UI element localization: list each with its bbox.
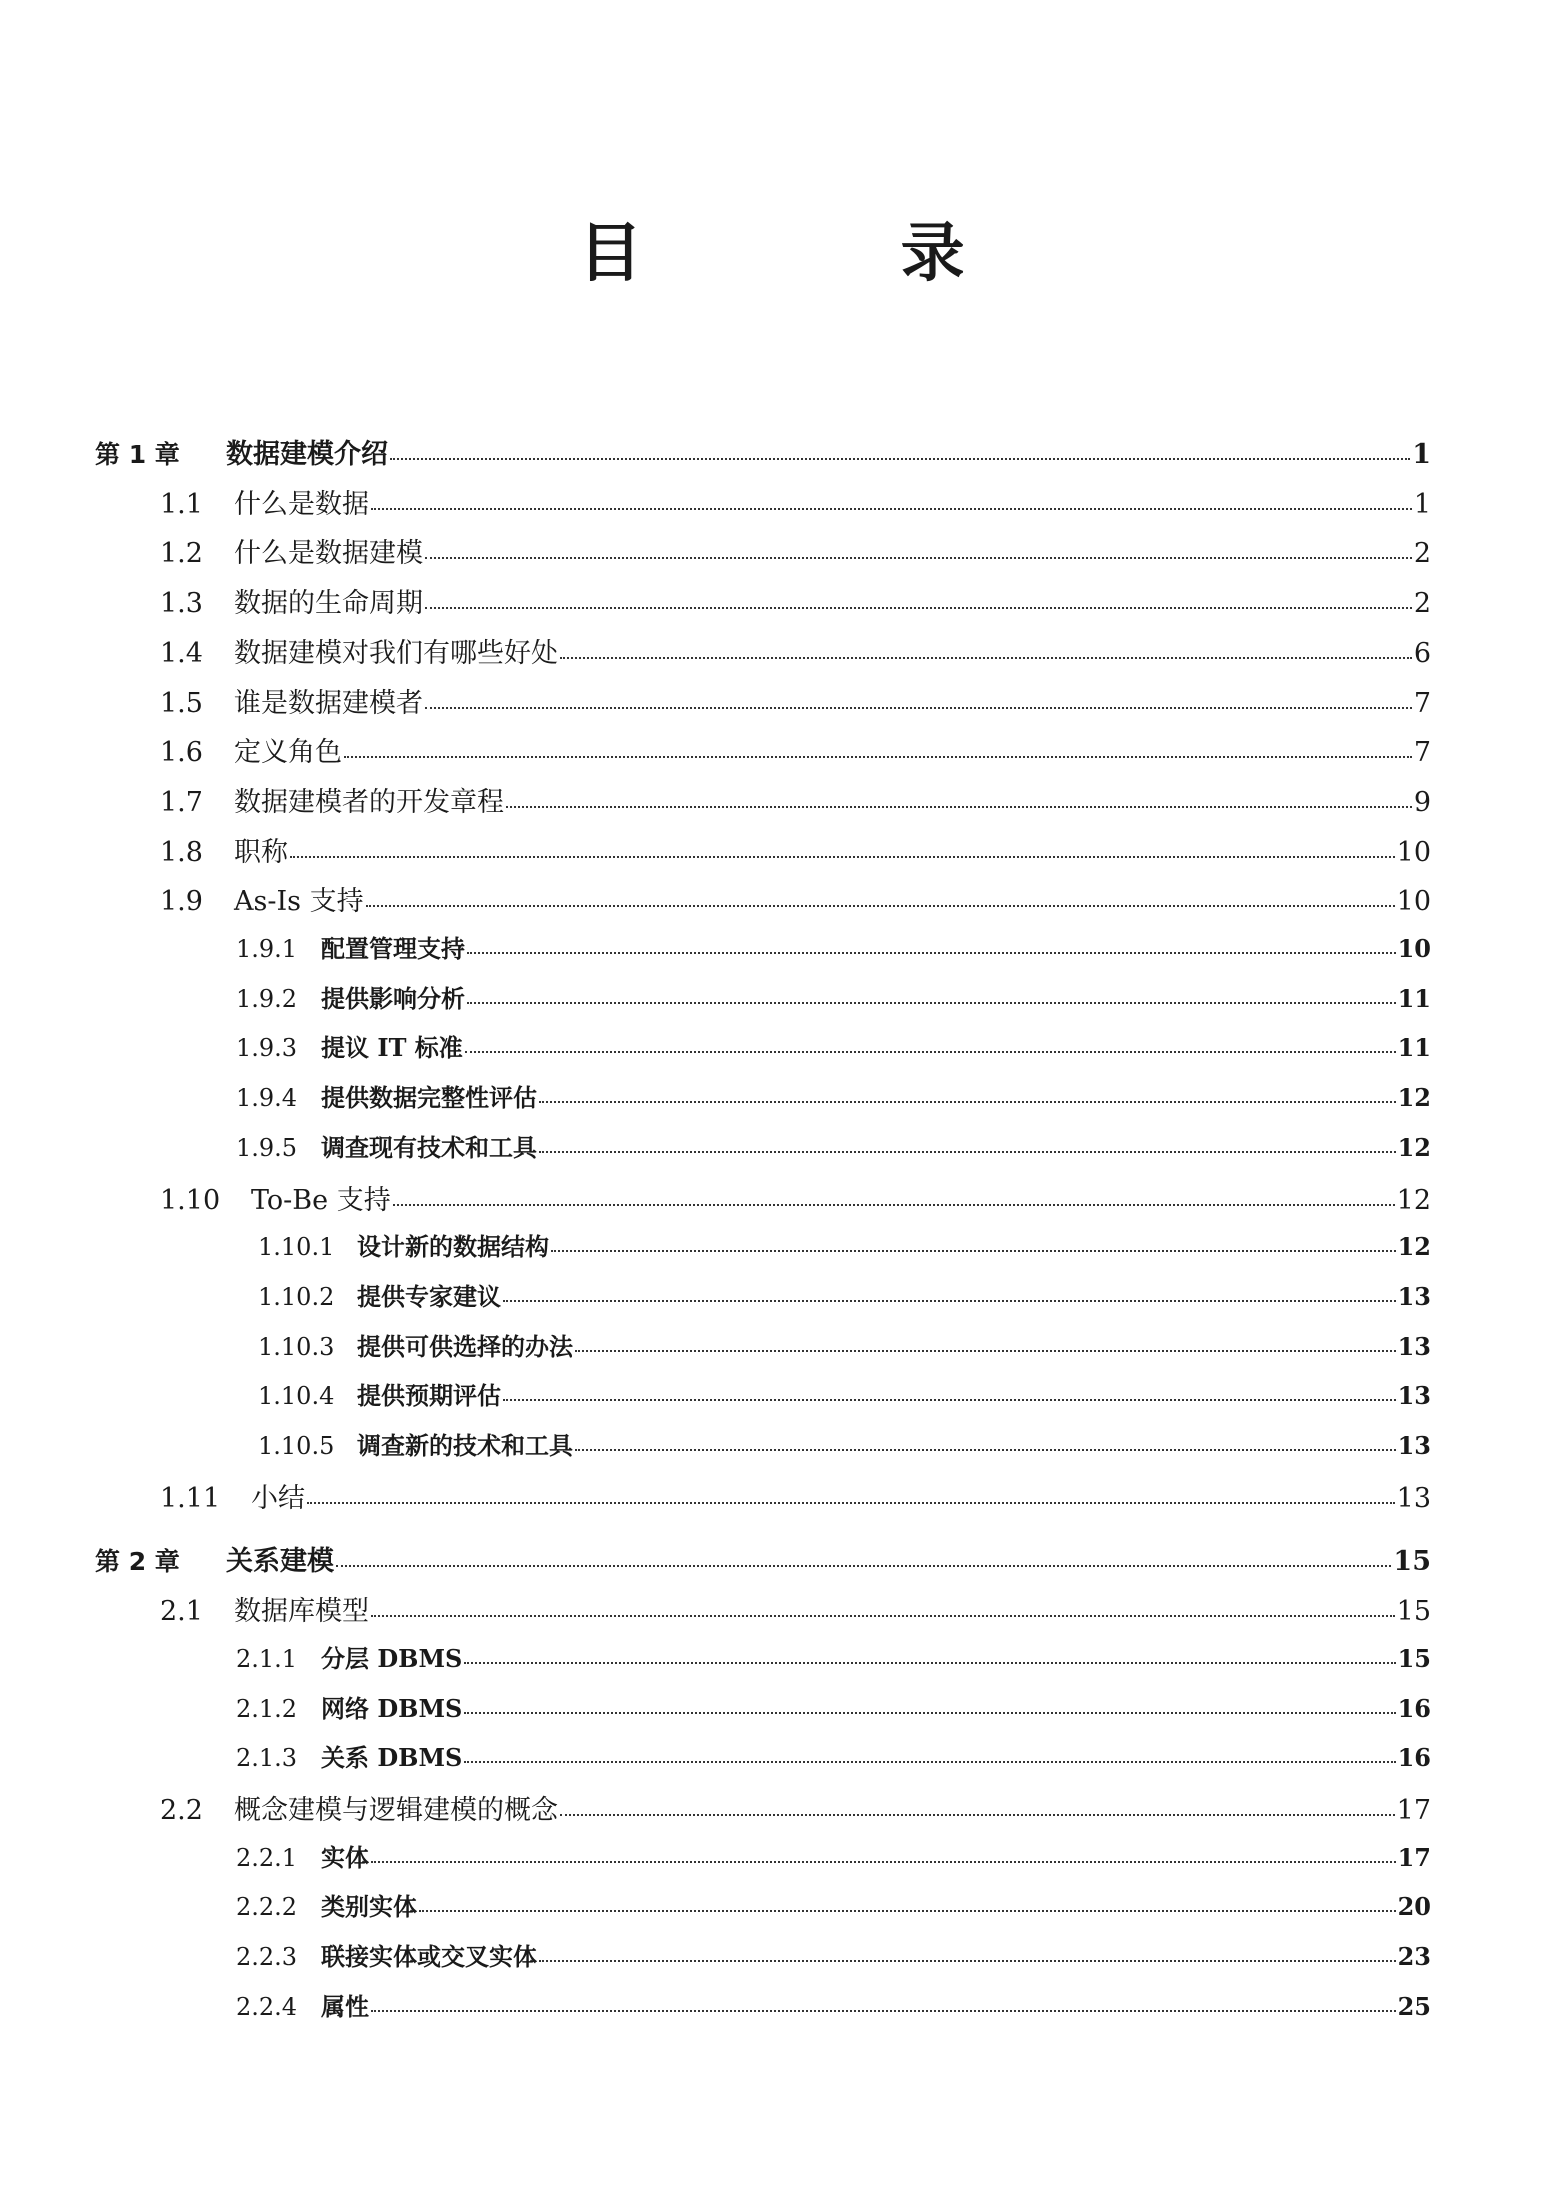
toc-entry[interactable] (160, 685, 1431, 717)
toc-entry-number: 1.8 (160, 837, 203, 868)
toc-entry-label: 什么是数据 (234, 489, 369, 520)
toc-entry[interactable] (160, 1792, 1431, 1824)
toc-entry[interactable] (95, 436, 1431, 468)
dot-leader (371, 1991, 1396, 2015)
toc-entry[interactable] (258, 1430, 1431, 1458)
dot-leader (464, 1742, 1395, 1766)
toc-entry[interactable] (160, 883, 1431, 915)
toc-entry-label: 关系建模 (226, 1546, 334, 1577)
toc-entry[interactable] (236, 1693, 1431, 1721)
toc-entry-page-number: 13 (1397, 1431, 1431, 1460)
dot-leader (390, 436, 1410, 463)
toc-entry-label: 概念建模与逻辑建模的概念 (234, 1795, 558, 1826)
toc-entry-label: 提供数据完整性评估 (321, 1083, 537, 1112)
toc-entry-page-number: 2 (1413, 538, 1431, 569)
toc-entry-page-number: 15 (1397, 1644, 1431, 1673)
toc-entry[interactable] (236, 1891, 1431, 1919)
toc-entry-number: 1.6 (160, 737, 203, 768)
toc-entry[interactable] (258, 1231, 1431, 1259)
toc-entry-page-number: 10 (1397, 934, 1431, 963)
toc-entry[interactable] (160, 585, 1431, 617)
toc-entry[interactable] (258, 1281, 1431, 1309)
dot-leader (503, 1281, 1396, 1305)
dot-leader (539, 1082, 1396, 1106)
toc-entry[interactable] (160, 535, 1431, 567)
dot-leader (393, 1182, 1395, 1209)
dot-leader (506, 784, 1412, 811)
toc-entry-page-number: 9 (1413, 787, 1431, 818)
toc-entry-label: 数据建模者的开发章程 (234, 787, 504, 818)
dot-leader (344, 734, 1412, 761)
dot-leader (425, 535, 1412, 562)
dot-leader (336, 1543, 1391, 1570)
dot-leader (539, 1132, 1396, 1156)
dot-leader (366, 883, 1395, 910)
toc-entry-label: 关系 DBMS (321, 1743, 463, 1772)
dot-leader (464, 1693, 1395, 1717)
toc-entry[interactable] (236, 1941, 1431, 1969)
toc-entry-page-number: 1 (1412, 439, 1431, 470)
toc-entry-number: 1.9 (160, 886, 203, 917)
toc-entry-number: 第 1 章 (95, 440, 180, 469)
toc-entry-page-number: 13 (1397, 1282, 1431, 1311)
toc-entry-number: 1.10.5 (258, 1432, 335, 1460)
toc-entry-page-number: 16 (1397, 1694, 1431, 1723)
toc-entry-label: 小结 (251, 1483, 305, 1514)
toc-entry-number: 1.9.1 (236, 935, 298, 963)
toc-entry-label: 数据建模对我们有哪些好处 (234, 638, 558, 669)
toc-entry-page-number: 23 (1397, 1942, 1431, 1971)
toc-entry-label: 提议 IT 标准 (321, 1033, 463, 1062)
toc-entry-label: 实体 (321, 1843, 369, 1872)
toc-entry-number: 1.7 (160, 787, 203, 818)
toc-entry-number: 1.2 (160, 538, 203, 569)
toc-entry-number: 1.9.2 (236, 985, 298, 1013)
toc-entry-page-number: 7 (1413, 737, 1431, 768)
toc-entry-label: 谁是数据建模者 (234, 688, 423, 719)
toc-entry-label: 职称 (234, 837, 288, 868)
toc-entry[interactable] (160, 1480, 1431, 1512)
dot-leader (467, 933, 1396, 957)
toc-entry[interactable] (95, 1543, 1431, 1575)
toc-entry-label: 提供预期评估 (357, 1381, 501, 1410)
toc-entry-page-number: 15 (1396, 1596, 1431, 1627)
toc-entry-page-number: 7 (1413, 688, 1431, 719)
toc-entry-number: 1.9.4 (236, 1084, 298, 1112)
dot-leader (551, 1231, 1396, 1255)
toc-entry[interactable] (236, 1991, 1431, 2019)
dot-leader (290, 834, 1395, 861)
toc-entry-number: 2.1.1 (236, 1645, 298, 1673)
toc-entry-label: 类别实体 (321, 1892, 417, 1921)
toc-entry-page-number: 16 (1397, 1743, 1431, 1772)
toc-entry-number: 1.10.3 (258, 1333, 335, 1361)
dot-leader (371, 1593, 1395, 1620)
dot-leader (465, 1032, 1396, 1056)
toc-entry-number: 2.1.3 (236, 1744, 298, 1772)
toc-entry-number: 1.10.1 (258, 1233, 335, 1261)
toc-entry-page-number: 11 (1397, 1033, 1431, 1062)
dot-leader (425, 585, 1412, 612)
toc-entry-label: 什么是数据建模 (234, 538, 423, 569)
toc-entry-label: 配置管理支持 (321, 934, 465, 963)
toc-entry-page-number: 10 (1396, 886, 1431, 917)
toc-entry[interactable] (160, 784, 1431, 816)
toc-entry-label: 数据的生命周期 (234, 588, 423, 619)
dot-leader (575, 1430, 1396, 1454)
toc-entry[interactable] (160, 734, 1431, 766)
toc-entry-page-number: 25 (1397, 1992, 1431, 2021)
toc-entry-number: 1.10 (160, 1185, 221, 1216)
dot-leader (307, 1480, 1395, 1507)
dot-leader (371, 1842, 1396, 1866)
toc-entry-page-number: 11 (1397, 984, 1431, 1013)
toc-entry-label: To-Be 支持 (251, 1185, 391, 1216)
toc-entry-label: 数据建模介绍 (226, 439, 388, 470)
toc-entry-page-number: 17 (1397, 1843, 1431, 1872)
toc-entry-number: 1.3 (160, 588, 203, 619)
toc-entry-number: 2.1 (160, 1596, 203, 1627)
dot-leader (539, 1941, 1396, 1965)
toc-entry-number: 1.9.5 (236, 1134, 298, 1162)
toc-entry-label: 定义角色 (234, 737, 342, 768)
dot-leader (560, 635, 1412, 662)
toc-entry[interactable] (160, 1182, 1431, 1214)
toc-entry-page-number: 10 (1396, 837, 1431, 868)
toc-entry-page-number: 17 (1396, 1795, 1431, 1826)
toc-entry[interactable] (236, 1742, 1431, 1770)
dot-leader (425, 685, 1412, 712)
toc-entry[interactable] (236, 1032, 1431, 1060)
toc-entry-number: 1.9.3 (236, 1034, 298, 1062)
toc-entry-label: 调查现有技术和工具 (321, 1133, 537, 1162)
toc-entry[interactable] (258, 1331, 1431, 1359)
toc-entry[interactable] (258, 1380, 1431, 1408)
toc-entry-page-number: 15 (1393, 1546, 1431, 1577)
page-title: 目 录 (578, 216, 1083, 291)
toc-entry-page-number: 12 (1397, 1083, 1431, 1112)
toc-entry-number: 2.1.2 (236, 1695, 298, 1723)
dot-leader (575, 1331, 1396, 1355)
toc-entry-page-number: 20 (1397, 1892, 1431, 1921)
toc-entry-number: 2.2.4 (236, 1993, 298, 2021)
toc-entry-label: 属性 (321, 1992, 369, 2021)
toc-entry[interactable] (160, 635, 1431, 667)
toc-entry-label: As-Is 支持 (234, 886, 364, 917)
toc-entry[interactable] (236, 1082, 1431, 1110)
toc-entry-page-number: 13 (1396, 1483, 1431, 1514)
toc-entry-number: 1.11 (160, 1483, 221, 1514)
toc-entry-number: 1.4 (160, 638, 203, 669)
toc-entry-number: 1.1 (160, 489, 203, 520)
toc-entry-label: 联接实体或交叉实体 (321, 1942, 537, 1971)
toc-entry-label: 设计新的数据结构 (357, 1232, 549, 1261)
toc-entry-page-number: 1 (1413, 489, 1431, 520)
toc-entry[interactable] (236, 983, 1431, 1011)
toc-entry-label: 提供专家建议 (357, 1282, 501, 1311)
toc-entry[interactable] (236, 1132, 1431, 1160)
toc-entry-page-number: 13 (1397, 1332, 1431, 1361)
toc-entry-label: 提供影响分析 (321, 984, 465, 1013)
dot-leader (371, 486, 1412, 513)
toc-entry-number: 1.10.4 (258, 1382, 335, 1410)
toc-entry[interactable] (236, 1842, 1431, 1870)
toc-entry-label: 网络 DBMS (321, 1694, 463, 1723)
toc-entry-page-number: 12 (1396, 1185, 1431, 1216)
toc-entry-number: 2.2.1 (236, 1844, 298, 1872)
toc-entry-label: 调查新的技术和工具 (357, 1431, 573, 1460)
toc-entry-page-number: 6 (1413, 638, 1431, 669)
toc-entry-number: 2.2 (160, 1795, 203, 1826)
dot-leader (419, 1891, 1396, 1915)
toc-entry[interactable] (160, 834, 1431, 866)
toc-entry-label: 提供可供选择的办法 (357, 1332, 573, 1361)
toc-entry-label: 数据库模型 (234, 1596, 369, 1627)
toc-entry[interactable] (236, 1643, 1431, 1671)
toc-entry-number: 1.10.2 (258, 1283, 335, 1311)
toc-entry-page-number: 12 (1397, 1133, 1431, 1162)
dot-leader (560, 1792, 1395, 1819)
toc-entry-number: 第 2 章 (95, 1547, 180, 1576)
toc-entry-page-number: 12 (1397, 1232, 1431, 1261)
toc-entry[interactable] (236, 933, 1431, 961)
toc-entry-number: 1.5 (160, 688, 203, 719)
toc-entry-number: 2.2.2 (236, 1893, 298, 1921)
toc-entry-page-number: 2 (1413, 588, 1431, 619)
dot-leader (503, 1380, 1396, 1404)
dot-leader (464, 1643, 1395, 1667)
toc-entry[interactable] (160, 486, 1431, 518)
toc-entry[interactable] (160, 1593, 1431, 1625)
toc-entry-page-number: 13 (1397, 1381, 1431, 1410)
toc-entry-label: 分层 DBMS (321, 1644, 463, 1673)
dot-leader (467, 983, 1396, 1007)
toc-entry-number: 2.2.3 (236, 1943, 298, 1971)
